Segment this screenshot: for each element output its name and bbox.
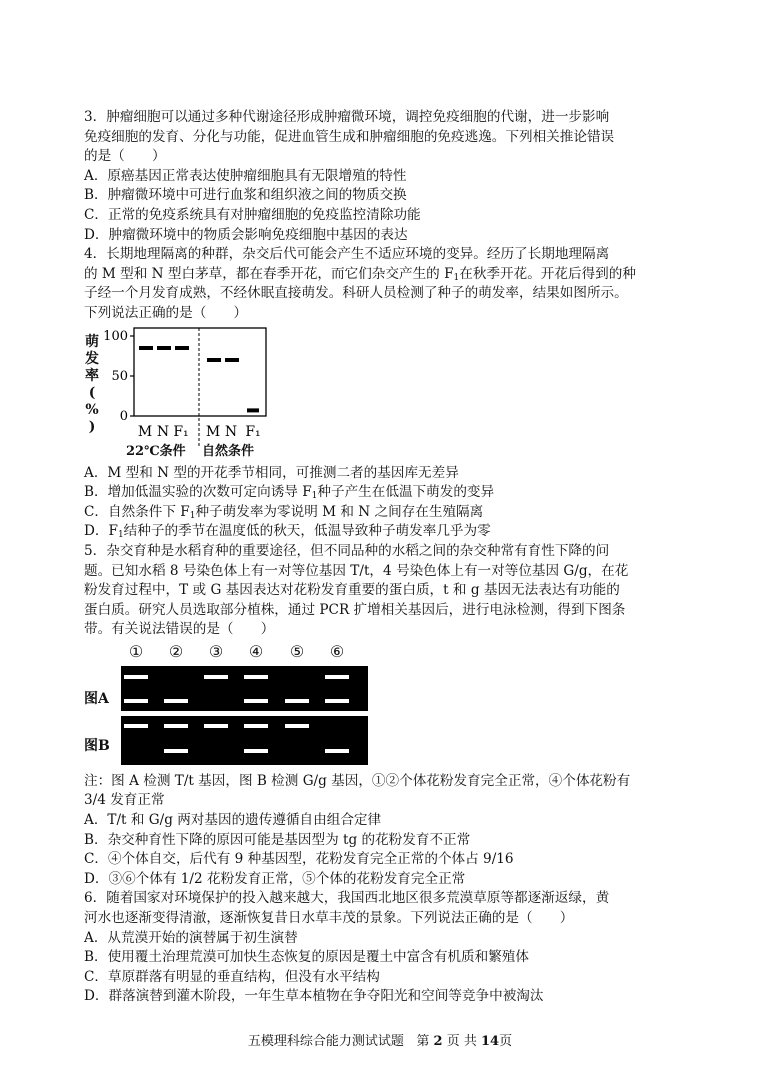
gel-lane-number: ① — [128, 641, 144, 661]
footer-pre: 第 — [416, 1034, 430, 1049]
exam-page — [84, 108, 688, 1007]
q5-note-line1: 注：图 A 检测 T/t 基因，图 B 检测 G/g 基因，①②个体花粉发育完全正常，④个体花粉有 — [84, 772, 631, 789]
q4-option-d: D．$F_1$结种子的季节在温度低的秋天，低温导致种子萌发率几乎为零 — [84, 523, 491, 541]
gel-b-band-lower — [164, 749, 188, 753]
chart-group-label-natural: 自然条件 — [202, 443, 255, 459]
gel-b-band-upper — [244, 724, 268, 728]
q6-option-c: C．草原群落有明显的垂直结构，但没有水平结构 — [84, 968, 380, 985]
chart-svg — [84, 326, 304, 462]
gel-b-band-upper — [124, 724, 148, 728]
q5-option-a: A．T/t 和 G/g 两对基因的遗传遵循自由组合定律 — [84, 812, 382, 829]
q6-option-b: B．使用覆土治理荒漠可加快生态恢复的原因是覆土中富含有机质和繁殖体 — [84, 949, 529, 966]
q5-stem-line4: 蛋白质。研究人员选取部分植株，通过 PCR 扩增相关基因后，进行电泳检测，得到下图条 — [84, 601, 626, 618]
q5-stem-line1: 5．杂交育种是水稻育种的重要途径，但不同品种的水稻之间的杂交种常有育性下降的问 — [84, 542, 610, 559]
gel-lane-number: ③ — [208, 641, 224, 661]
q6-stem-line2: 河水也逐渐变得清澈，逐渐恢复昔日水草丰茂的景象。下列说法正确的是（ ） — [84, 910, 574, 927]
question-3 — [84, 108, 688, 245]
footer-page-number: 2 — [433, 1034, 443, 1049]
gel-a-band-upper — [124, 675, 148, 679]
q3-stem-line3: 的是（ ） — [84, 148, 166, 165]
question-5 — [84, 542, 688, 890]
gel-b-band-upper — [285, 724, 309, 728]
chart-bar-0-2 — [175, 346, 189, 350]
q5-stem-line3: 粉发育过程中，T 或 G 基因表达对花粉发育重要的蛋白质，t 和 g 基因无法表达有功能的 — [84, 582, 620, 599]
chart-category-label: F₁ — [245, 423, 261, 440]
gel-a-band-lower — [285, 699, 309, 703]
gel-a-band-lower — [325, 699, 349, 703]
footer-title: 五模理科综合能力测试试题 — [247, 1034, 404, 1049]
gel-b-band-lower — [244, 749, 268, 753]
electrophoresis-figure — [84, 642, 384, 770]
gel-lane-number: ⑤ — [289, 641, 305, 661]
chart-frame — [134, 328, 266, 416]
q3-option-c: C．正常的免疫系统具有对肿瘤细胞的免疫监控清除功能 — [84, 206, 421, 223]
chart-category-label: M — [137, 423, 153, 440]
q3-option-a: A．原癌基因正常表达使肿瘤细胞具有无限增殖的特性 — [84, 167, 407, 184]
q6-option-a: A．从荒漠开始的演替属于初生演替 — [84, 929, 298, 946]
chart-category-label: N — [224, 423, 238, 440]
gel-row-a-label: 图A — [84, 690, 109, 707]
page-footer — [0, 1030, 760, 1049]
q3-option-b: B．肿瘤微环境中可进行血浆和组织液之间的物质交换 — [84, 187, 407, 204]
gel-a-band-upper — [244, 675, 268, 679]
gel-lane-number: ⑥ — [329, 641, 345, 661]
gel-a-band-lower — [244, 699, 268, 703]
q4-stem-line2: 的 M 型和 N 型白茅草，都在春季开花，而它们杂交产生的 $F_1$在秋季开花。开花后得到的种 — [84, 265, 636, 283]
footer-post: 页 — [499, 1034, 513, 1049]
chart-category-label: N — [156, 423, 170, 440]
q5-option-b: B．杂交种育性下降的原因可能是基因型为 tg 的花粉发育不正常 — [84, 831, 471, 848]
q4-option-c: C．自然条件下 $F_1$种子萌发率为零说明 M 和 N 之间存在生殖隔离 — [84, 503, 484, 521]
chart-category-label: M — [205, 423, 221, 440]
chart-bar-1-1 — [225, 358, 239, 362]
q4-option-b: B．增加低温实验的次数可定向诱导 $F_1$种子产生在低温下萌发的变异 — [84, 484, 495, 502]
question-6 — [84, 889, 688, 1007]
q3-stem-line2: 免疫细胞的发育、分化与功能，促进血管生成和肿瘤细胞的免疫逃逸。下列相关推论错误 — [84, 128, 615, 145]
chart-y-tick-label: 100 — [103, 328, 128, 344]
chart-bar-1-0 — [207, 358, 221, 362]
gel-b-band-lower — [325, 749, 349, 753]
germination-rate-chart — [84, 326, 304, 462]
gel-row-b-label: 图B — [84, 737, 110, 754]
q3-stem-line1: 3．肿瘤细胞可以通过多种代谢途径形成肿瘤微环境，调控免疫细胞的代谢，进一步影响 — [84, 109, 610, 125]
chart-y-tick-label: 0 — [119, 408, 128, 424]
chart-y-axis-label: 萌 发 率 ( % ) — [85, 333, 99, 435]
q6-option-d: D．群落演替到灌木阶段，一年生草本植物在争夺阳光和空间等竞争中被淘汰 — [84, 988, 544, 1005]
gel-a-band-upper — [325, 675, 349, 679]
chart-bar-0-0 — [139, 346, 153, 350]
q5-option-c: C．④个体自交，后代有 9 种基因型，花粉发育完全正常的个体占 9/16 — [84, 851, 514, 868]
gel-b-band-upper — [204, 724, 228, 728]
q6-stem-line1: 6．随着国家对环境保护的投入越来越大，我国西北地区很多荒漠草原等都逐渐返绿，黄 — [84, 890, 610, 907]
gel-b-band-upper — [164, 724, 188, 728]
chart-bar-1-2 — [247, 408, 259, 412]
gel-lane-number: ④ — [248, 641, 264, 661]
q5-stem-line5: 带。有关说法错误的是（ ） — [84, 621, 275, 638]
footer-total-pages: 14 — [480, 1034, 500, 1049]
gel-b — [121, 716, 368, 765]
gel-a — [121, 666, 368, 711]
question-4 — [84, 245, 688, 542]
chart-bar-0-1 — [157, 346, 171, 350]
q4-stem-line3: 子经一个月发育成熟，不经休眠直接萌发。科研人员检测了种子的萌发率，结果如图所示。 — [84, 285, 628, 302]
q4-option-a: A．M 型和 N 型的开花季节相同，可推测二者的基因库无差异 — [84, 464, 459, 481]
chart-category-label: F₁ — [173, 423, 189, 440]
q5-option-d: D．③⑥个体有 1/2 花粉发育正常，⑤个体的花粉发育完全正常 — [84, 870, 466, 887]
gel-a-band-upper — [204, 675, 228, 679]
gel-a-band-lower — [164, 699, 188, 703]
chart-y-tick-label: 50 — [111, 368, 128, 384]
q4-stem-line4: 下列说法正确的是（ ） — [84, 304, 248, 321]
q5-stem-line2: 题。已知水稻 8 号染色体上有一对等位基因 T/t，4 号染色体上有一对等位基因 G/g，在花 — [84, 562, 629, 579]
footer-mid: 页 共 — [446, 1034, 477, 1049]
gel-lane-number: ② — [168, 641, 184, 661]
q5-note-line2: 3/4 发育正常 — [84, 792, 165, 809]
q4-stem-line1: 4．长期地理隔离的种群，杂交后代可能会产生不适应环境的变异。经历了长期地理隔离 — [84, 246, 610, 263]
chart-group-label-22c: 22℃条件 — [126, 443, 186, 459]
q3-option-d: D．肿瘤微环境中的物质会影响免疫细胞中基因的表达 — [84, 226, 408, 243]
gel-a-band-lower — [124, 699, 148, 703]
